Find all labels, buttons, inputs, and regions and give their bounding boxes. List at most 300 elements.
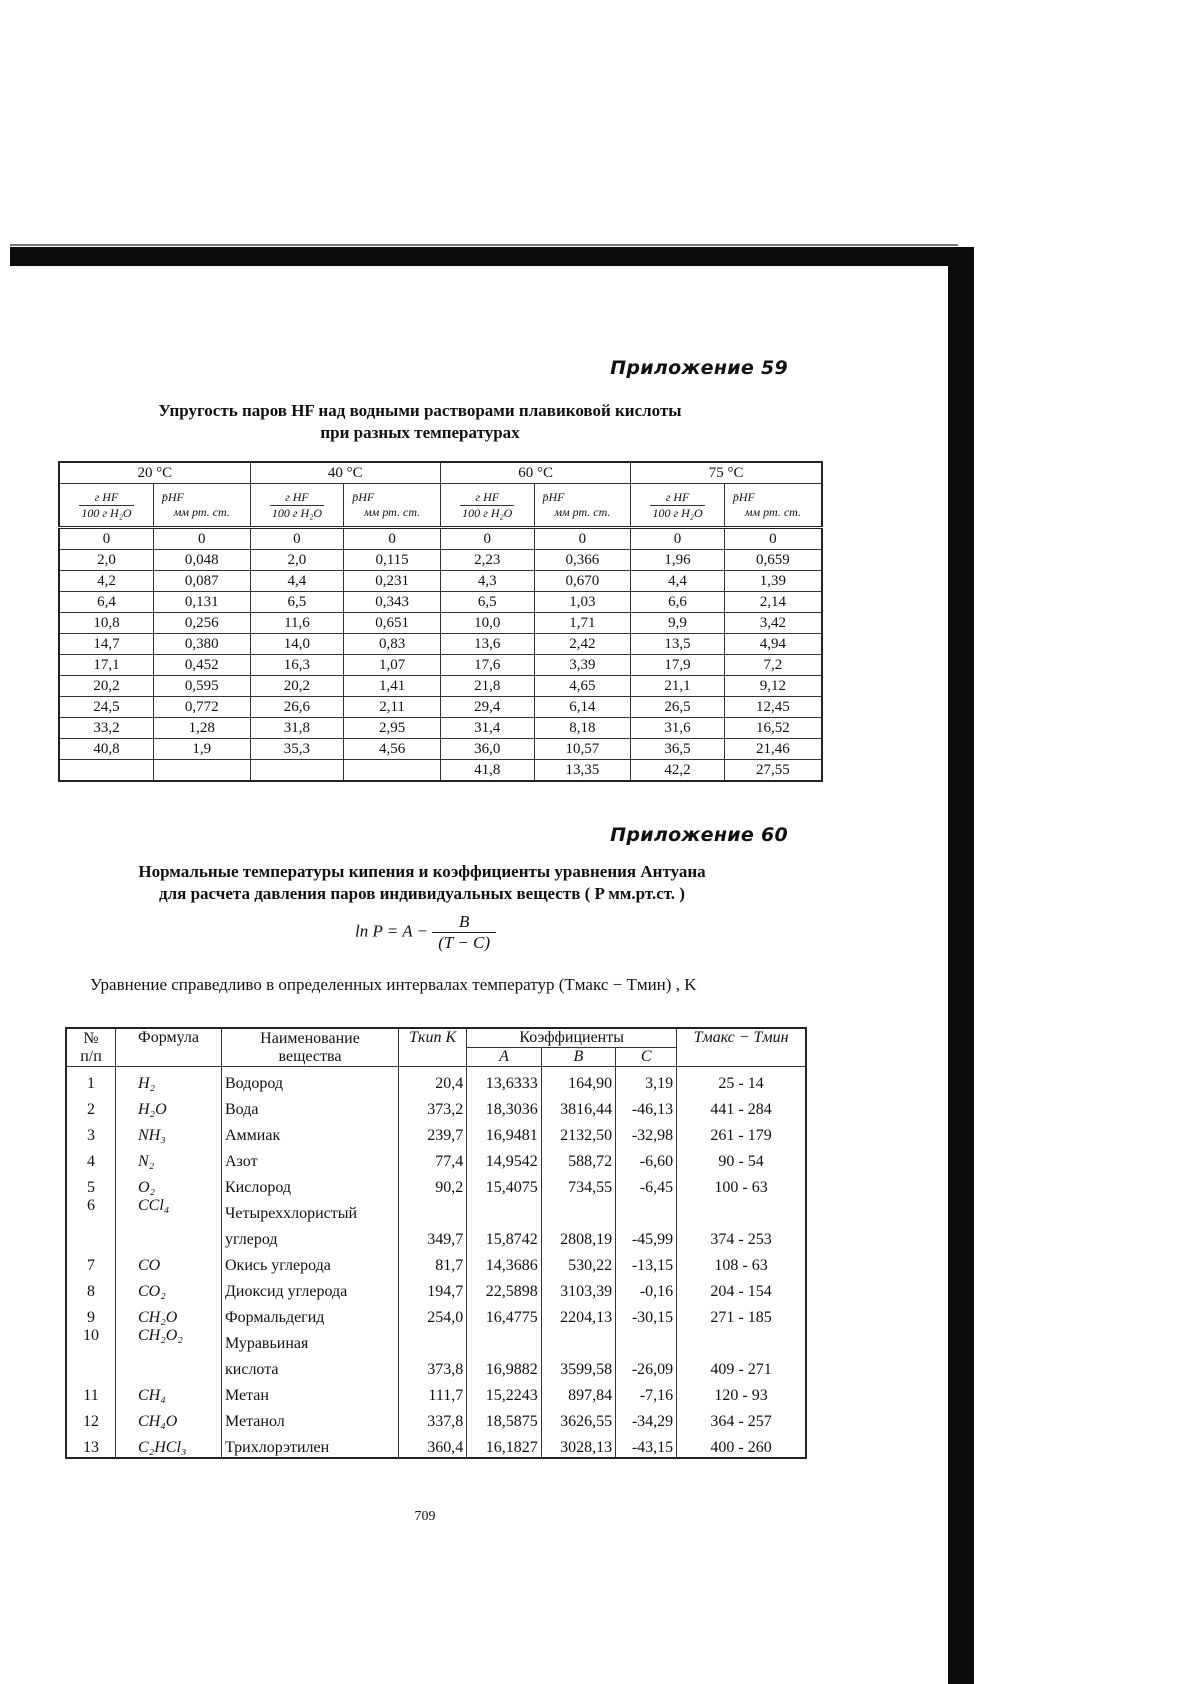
appendix-60-label: Приложение 60 bbox=[610, 824, 788, 846]
p-hf-unit: мм рт. ст. bbox=[744, 505, 801, 519]
table-cell: 31,8 bbox=[250, 718, 344, 739]
row-name: Водород bbox=[222, 1067, 399, 1094]
row-formula: CCl₄ bbox=[116, 1197, 222, 1223]
row-coef-c: -6,60 bbox=[616, 1145, 677, 1171]
table-row bbox=[66, 1093, 806, 1119]
row-tkip: 373,8 bbox=[399, 1353, 467, 1379]
g-hf-denominator: 100 г H₂O bbox=[652, 505, 703, 520]
header-num-line2: п/п bbox=[80, 1047, 102, 1065]
row-name: Диоксид углерода bbox=[222, 1275, 399, 1301]
table-cell: 0,231 bbox=[344, 571, 441, 592]
g-hf-numerator: г HF bbox=[460, 490, 514, 506]
row-name: Кислород bbox=[222, 1171, 399, 1197]
table-cell: 2,14 bbox=[724, 592, 822, 613]
header-coef-c: C bbox=[616, 1048, 677, 1067]
table-cell: 1,07 bbox=[344, 655, 441, 676]
table-cell: 0,659 bbox=[724, 550, 822, 571]
appendix-60-title-line2: для расчета давления паров индивидуальных веществ ( P мм.рт.ст. ) bbox=[159, 884, 685, 903]
table-row bbox=[66, 1379, 806, 1405]
table-cell: 2,42 bbox=[534, 634, 631, 655]
row-coef-b: 3103,39 bbox=[541, 1275, 615, 1301]
table-cell: 6,6 bbox=[631, 592, 725, 613]
table-row bbox=[59, 613, 822, 634]
table-cell: 0,380 bbox=[153, 634, 250, 655]
table-cell: 17,1 bbox=[59, 655, 153, 676]
g-hf-denominator: 100 г H₂O bbox=[81, 505, 132, 520]
table-cell: 20,2 bbox=[59, 676, 153, 697]
row-coef-a: 16,1827 bbox=[467, 1431, 541, 1458]
table-cell: 29,4 bbox=[440, 697, 534, 718]
row-number: 7 bbox=[66, 1249, 116, 1275]
header-name-line1: Наименование bbox=[260, 1029, 360, 1047]
empty-cell bbox=[677, 1197, 806, 1223]
table-cell bbox=[153, 760, 250, 782]
table-cell: 1,71 bbox=[534, 613, 631, 634]
row-name: Метан bbox=[222, 1379, 399, 1405]
temperature-header: 60 °C bbox=[440, 462, 630, 484]
g-hf-denominator: 100 г H₂O bbox=[271, 505, 323, 520]
p-hf-header bbox=[534, 484, 631, 528]
empty-cell bbox=[541, 1327, 615, 1353]
row-number: 8 bbox=[66, 1275, 116, 1301]
table-cell: 16,3 bbox=[250, 655, 344, 676]
table-cell: 1,41 bbox=[344, 676, 441, 697]
scan-edge-thin bbox=[10, 244, 958, 246]
table-row bbox=[66, 1405, 806, 1431]
row-coef-b: 3599,58 bbox=[541, 1353, 615, 1379]
table-cell: 4,3 bbox=[440, 571, 534, 592]
table-cell: 1,9 bbox=[153, 739, 250, 760]
table-row bbox=[59, 718, 822, 739]
row-formula: C₂HCl₃ bbox=[116, 1431, 222, 1458]
p-hf-unit: мм рт. ст. bbox=[173, 505, 230, 519]
row-coef-b: 530,22 bbox=[541, 1249, 615, 1275]
antoine-equation bbox=[355, 912, 496, 953]
row-coef-a: 18,5875 bbox=[467, 1405, 541, 1431]
temperature-header: 20 °C bbox=[59, 462, 250, 484]
row-range: 374 - 253 bbox=[677, 1223, 806, 1249]
equation-left: ln P = A − bbox=[355, 921, 429, 941]
row-tkip: 254,0 bbox=[399, 1301, 467, 1327]
table-cell bbox=[59, 760, 153, 782]
empty-cell bbox=[66, 1223, 116, 1249]
row-range: 409 - 271 bbox=[677, 1353, 806, 1379]
table-cell: 6,14 bbox=[534, 697, 631, 718]
table-cell: 4,4 bbox=[250, 571, 344, 592]
empty-cell bbox=[66, 1353, 116, 1379]
row-range: 261 - 179 bbox=[677, 1119, 806, 1145]
table-cell: 27,55 bbox=[724, 760, 822, 782]
row-coef-b: 2204,13 bbox=[541, 1301, 615, 1327]
table-cell: 1,96 bbox=[631, 550, 725, 571]
table-cell: 12,45 bbox=[724, 697, 822, 718]
row-number: 10 bbox=[66, 1327, 116, 1353]
g-hf-header bbox=[631, 484, 725, 528]
row-number: 3 bbox=[66, 1119, 116, 1145]
row-number: 13 bbox=[66, 1431, 116, 1458]
table-cell: 24,5 bbox=[59, 697, 153, 718]
header-num-line1: № bbox=[83, 1029, 99, 1047]
table-cell: 2,23 bbox=[440, 550, 534, 571]
table-cell: 0,256 bbox=[153, 613, 250, 634]
empty-cell bbox=[467, 1197, 541, 1223]
p-hf-unit: мм рт. ст. bbox=[554, 505, 611, 519]
table-cell: 36,0 bbox=[440, 739, 534, 760]
empty-cell bbox=[541, 1197, 615, 1223]
table-row bbox=[66, 1275, 806, 1301]
header-tkip: Tкип K bbox=[399, 1028, 467, 1067]
row-coef-c: -6,45 bbox=[616, 1171, 677, 1197]
table-cell: 21,46 bbox=[724, 739, 822, 760]
row-number: 1 bbox=[66, 1067, 116, 1094]
table-cell: 1,28 bbox=[153, 718, 250, 739]
row-coef-a: 13,6333 bbox=[467, 1067, 541, 1094]
row-name: Метанол bbox=[222, 1405, 399, 1431]
appendix-59-title-line2: при разных температурах bbox=[320, 423, 520, 442]
row-name: Четыреххлористый bbox=[222, 1197, 399, 1223]
equation-fraction bbox=[432, 912, 496, 953]
table-row bbox=[59, 634, 822, 655]
row-tkip: 239,7 bbox=[399, 1119, 467, 1145]
row-tkip: 111,7 bbox=[399, 1379, 467, 1405]
table-cell: 11,6 bbox=[250, 613, 344, 634]
row-coef-b: 734,55 bbox=[541, 1171, 615, 1197]
row-name: Азот bbox=[222, 1145, 399, 1171]
row-coef-c: -34,29 bbox=[616, 1405, 677, 1431]
table-cell: 42,2 bbox=[631, 760, 725, 782]
table-cell: 35,3 bbox=[250, 739, 344, 760]
table-cell: 36,5 bbox=[631, 739, 725, 760]
row-formula: H₂O bbox=[116, 1093, 222, 1119]
row-number: 12 bbox=[66, 1405, 116, 1431]
row-number: 5 bbox=[66, 1171, 116, 1197]
row-coef-c: 3,19 bbox=[616, 1067, 677, 1094]
table-row bbox=[59, 739, 822, 760]
g-hf-fraction bbox=[460, 490, 514, 521]
table-cell: 17,9 bbox=[631, 655, 725, 676]
table-cell: 21,8 bbox=[440, 676, 534, 697]
table-cell: 33,2 bbox=[59, 718, 153, 739]
header-name bbox=[222, 1028, 399, 1067]
row-coef-c: -43,15 bbox=[616, 1431, 677, 1458]
appendix-59-title bbox=[60, 400, 780, 444]
table-row bbox=[59, 592, 822, 613]
table-cell: 1,39 bbox=[724, 571, 822, 592]
appendix-60-title-line1: Нормальные температуры кипения и коэффициенты уравнения Антуана bbox=[138, 862, 706, 881]
g-hf-fraction bbox=[79, 490, 133, 521]
row-coef-a: 14,9542 bbox=[467, 1145, 541, 1171]
table-cell: 0 bbox=[59, 528, 153, 550]
row-coef-a: 15,8742 bbox=[467, 1223, 541, 1249]
row-formula: CH₄O bbox=[116, 1405, 222, 1431]
row-number: 2 bbox=[66, 1093, 116, 1119]
row-number: 9 bbox=[66, 1301, 116, 1327]
row-tkip: 373,2 bbox=[399, 1093, 467, 1119]
g-hf-numerator: г HF bbox=[650, 490, 704, 506]
table-cell: 0,115 bbox=[344, 550, 441, 571]
p-hf-unit: мм рт. ст. bbox=[364, 505, 421, 519]
antoine-table bbox=[65, 1027, 807, 1459]
row-name: Вода bbox=[222, 1093, 399, 1119]
row-tkip: 77,4 bbox=[399, 1145, 467, 1171]
row-number: 6 bbox=[66, 1197, 116, 1223]
empty-cell bbox=[116, 1353, 222, 1379]
table-cell: 0 bbox=[440, 528, 534, 550]
table-cell: 17,6 bbox=[440, 655, 534, 676]
validity-note: Уравнение справедливо в определенных интервалах температур (Tмакс − Tмин) , K bbox=[90, 975, 697, 994]
header-name-line2: вещества bbox=[278, 1047, 342, 1065]
appendix-60-title bbox=[60, 861, 784, 905]
table-cell: 4,2 bbox=[59, 571, 153, 592]
table-cell: 1,03 bbox=[534, 592, 631, 613]
p-hf-header bbox=[724, 484, 822, 528]
p-hf-label: p̄HF bbox=[732, 490, 755, 504]
table-cell: 13,35 bbox=[534, 760, 631, 782]
table-row bbox=[66, 1067, 806, 1094]
table-cell: 40,8 bbox=[59, 739, 153, 760]
row-formula: CH₂O bbox=[116, 1301, 222, 1327]
table-row bbox=[66, 1197, 806, 1223]
table-cell: 21,1 bbox=[631, 676, 725, 697]
g-hf-numerator: г HF bbox=[79, 490, 133, 506]
row-coef-b: 3626,55 bbox=[541, 1405, 615, 1431]
table-cell bbox=[344, 760, 441, 782]
row-coef-b: 2132,50 bbox=[541, 1119, 615, 1145]
row-tkip: 194,7 bbox=[399, 1275, 467, 1301]
row-formula: O₂ bbox=[116, 1171, 222, 1197]
table-cell: 6,5 bbox=[440, 592, 534, 613]
table-row bbox=[59, 550, 822, 571]
row-number: 4 bbox=[66, 1145, 116, 1171]
empty-cell bbox=[467, 1327, 541, 1353]
empty-cell bbox=[616, 1327, 677, 1353]
table-cell: 2,95 bbox=[344, 718, 441, 739]
row-tkip: 90,2 bbox=[399, 1171, 467, 1197]
g-hf-fraction bbox=[270, 490, 324, 521]
table-row bbox=[66, 1431, 806, 1458]
table-cell: 14,0 bbox=[250, 634, 344, 655]
row-formula: H₂ bbox=[116, 1067, 222, 1094]
table-row bbox=[59, 676, 822, 697]
table-cell: 0 bbox=[153, 528, 250, 550]
table-cell: 10,8 bbox=[59, 613, 153, 634]
row-formula: CH₄ bbox=[116, 1379, 222, 1405]
equation-denominator: (T − C) bbox=[438, 933, 491, 952]
table-row bbox=[59, 655, 822, 676]
row-coef-b: 164,90 bbox=[541, 1067, 615, 1094]
row-range: 90 - 54 bbox=[677, 1145, 806, 1171]
row-coef-a: 14,3686 bbox=[467, 1249, 541, 1275]
table-cell: 6,4 bbox=[59, 592, 153, 613]
table-cell: 4,94 bbox=[724, 634, 822, 655]
table-cell: 26,5 bbox=[631, 697, 725, 718]
row-coef-a: 16,9481 bbox=[467, 1119, 541, 1145]
table-cell: 16,52 bbox=[724, 718, 822, 739]
row-range: 441 - 284 bbox=[677, 1093, 806, 1119]
table-row bbox=[66, 1353, 806, 1379]
row-range: 120 - 93 bbox=[677, 1379, 806, 1405]
row-coef-c: -13,15 bbox=[616, 1249, 677, 1275]
row-coef-b: 2808,19 bbox=[541, 1223, 615, 1249]
table-cell: 0 bbox=[631, 528, 725, 550]
table-row bbox=[59, 528, 822, 550]
table-cell: 4,56 bbox=[344, 739, 441, 760]
table-cell bbox=[250, 760, 344, 782]
vapor-pressure-table bbox=[58, 461, 823, 782]
table-cell: 2,11 bbox=[344, 697, 441, 718]
table-cell: 13,5 bbox=[631, 634, 725, 655]
p-hf-label: p̄HF bbox=[352, 490, 375, 504]
header-coef-b: B bbox=[541, 1048, 615, 1067]
row-tkip: 81,7 bbox=[399, 1249, 467, 1275]
row-formula: CH₂O₂ bbox=[116, 1327, 222, 1353]
temperature-header: 75 °C bbox=[631, 462, 822, 484]
row-number: 11 bbox=[66, 1379, 116, 1405]
row-name-continued: углерод bbox=[222, 1223, 399, 1249]
p-hf-header bbox=[153, 484, 250, 528]
row-range: 100 - 63 bbox=[677, 1171, 806, 1197]
table-cell: 4,65 bbox=[534, 676, 631, 697]
row-range: 108 - 63 bbox=[677, 1249, 806, 1275]
p-hf-label: p̄HF bbox=[161, 490, 184, 504]
row-formula: N₂ bbox=[116, 1145, 222, 1171]
scan-edge-top bbox=[10, 247, 958, 266]
row-coef-b: 3028,13 bbox=[541, 1431, 615, 1458]
table-row bbox=[59, 697, 822, 718]
row-coef-c: -0,16 bbox=[616, 1275, 677, 1301]
row-coef-a: 18,3036 bbox=[467, 1093, 541, 1119]
row-coef-c: -45,99 bbox=[616, 1223, 677, 1249]
g-hf-header bbox=[440, 484, 534, 528]
table-cell: 0,452 bbox=[153, 655, 250, 676]
row-coef-c: -32,98 bbox=[616, 1119, 677, 1145]
row-coef-b: 3816,44 bbox=[541, 1093, 615, 1119]
table-cell: 0,772 bbox=[153, 697, 250, 718]
appendix-59-label: Приложение 59 bbox=[610, 357, 788, 379]
table-cell: 31,6 bbox=[631, 718, 725, 739]
row-tkip: 360,4 bbox=[399, 1431, 467, 1458]
table-cell: 0,83 bbox=[344, 634, 441, 655]
row-formula: NH₃ bbox=[116, 1119, 222, 1145]
row-range: 364 - 257 bbox=[677, 1405, 806, 1431]
table-row bbox=[66, 1301, 806, 1327]
empty-cell bbox=[399, 1197, 467, 1223]
empty-cell bbox=[616, 1197, 677, 1223]
row-coef-c: -7,16 bbox=[616, 1379, 677, 1405]
table-cell: 6,5 bbox=[250, 592, 344, 613]
table-cell: 0,343 bbox=[344, 592, 441, 613]
header-coefficients: Коэффициенты bbox=[467, 1028, 677, 1048]
table-cell: 2,0 bbox=[250, 550, 344, 571]
header-formula: Формула bbox=[116, 1028, 222, 1067]
p-hf-header bbox=[344, 484, 441, 528]
row-range: 25 - 14 bbox=[677, 1067, 806, 1094]
scan-edge-right bbox=[948, 247, 974, 1684]
table-row bbox=[66, 1249, 806, 1275]
table-cell: 0,670 bbox=[534, 571, 631, 592]
row-tkip: 337,8 bbox=[399, 1405, 467, 1431]
table-row bbox=[66, 1145, 806, 1171]
g-hf-numerator: г HF bbox=[270, 490, 324, 506]
table-cell: 0,595 bbox=[153, 676, 250, 697]
table-row bbox=[59, 571, 822, 592]
row-range: 271 - 185 bbox=[677, 1301, 806, 1327]
temperature-header: 40 °C bbox=[250, 462, 440, 484]
row-coef-a: 16,4775 bbox=[467, 1301, 541, 1327]
appendix-59-title-line1: Упругость паров HF над водными растворами плавиковой кислоты bbox=[158, 401, 682, 420]
row-range: 400 - 260 bbox=[677, 1431, 806, 1458]
row-coef-a: 22,5898 bbox=[467, 1275, 541, 1301]
row-coef-c: -30,15 bbox=[616, 1301, 677, 1327]
table-row bbox=[66, 1119, 806, 1145]
table-cell: 0,366 bbox=[534, 550, 631, 571]
table-cell: 7,2 bbox=[724, 655, 822, 676]
table-cell: 41,8 bbox=[440, 760, 534, 782]
header-coef-a: A bbox=[467, 1048, 541, 1067]
header-range: Tмакс − Tмин bbox=[677, 1028, 806, 1067]
table-cell: 9,9 bbox=[631, 613, 725, 634]
row-coef-a: 15,4075 bbox=[467, 1171, 541, 1197]
equation-numerator: B bbox=[432, 912, 496, 933]
row-coef-a: 16,9882 bbox=[467, 1353, 541, 1379]
table-row bbox=[66, 1223, 806, 1249]
table-cell: 2,0 bbox=[59, 550, 153, 571]
row-coef-b: 588,72 bbox=[541, 1145, 615, 1171]
row-coef-c: -46,13 bbox=[616, 1093, 677, 1119]
row-coef-a: 15,2243 bbox=[467, 1379, 541, 1405]
table-cell: 8,18 bbox=[534, 718, 631, 739]
table-cell: 0 bbox=[534, 528, 631, 550]
g-hf-denominator: 100 г H₂O bbox=[462, 505, 513, 520]
g-hf-fraction bbox=[650, 490, 704, 521]
table-cell: 26,6 bbox=[250, 697, 344, 718]
table-cell: 3,42 bbox=[724, 613, 822, 634]
page-number: 709 bbox=[414, 1509, 436, 1524]
g-hf-header bbox=[250, 484, 344, 528]
empty-cell bbox=[677, 1327, 806, 1353]
table-cell: 0,048 bbox=[153, 550, 250, 571]
table-cell: 0 bbox=[724, 528, 822, 550]
table-row bbox=[66, 1327, 806, 1353]
table-cell: 10,0 bbox=[440, 613, 534, 634]
table-cell: 20,2 bbox=[250, 676, 344, 697]
table-cell: 0,131 bbox=[153, 592, 250, 613]
table-cell: 0 bbox=[344, 528, 441, 550]
table-row bbox=[59, 760, 822, 782]
table-cell: 0,651 bbox=[344, 613, 441, 634]
row-name: Трихлорэтилен bbox=[222, 1431, 399, 1458]
table-cell: 13,6 bbox=[440, 634, 534, 655]
row-formula: CO bbox=[116, 1249, 222, 1275]
table-cell: 3,39 bbox=[534, 655, 631, 676]
empty-cell bbox=[116, 1223, 222, 1249]
table-cell: 0,087 bbox=[153, 571, 250, 592]
empty-cell bbox=[399, 1327, 467, 1353]
row-coef-c: -26,09 bbox=[616, 1353, 677, 1379]
table-cell: 14,7 bbox=[59, 634, 153, 655]
header-num bbox=[66, 1028, 116, 1067]
row-name: Окись углерода bbox=[222, 1249, 399, 1275]
table-cell: 9,12 bbox=[724, 676, 822, 697]
table-cell: 0 bbox=[250, 528, 344, 550]
row-tkip: 349,7 bbox=[399, 1223, 467, 1249]
row-range: 204 - 154 bbox=[677, 1275, 806, 1301]
row-name: Формальдегид bbox=[222, 1301, 399, 1327]
row-coef-b: 897,84 bbox=[541, 1379, 615, 1405]
table-row bbox=[66, 1171, 806, 1197]
row-tkip: 20,4 bbox=[399, 1067, 467, 1094]
table-cell: 10,57 bbox=[534, 739, 631, 760]
